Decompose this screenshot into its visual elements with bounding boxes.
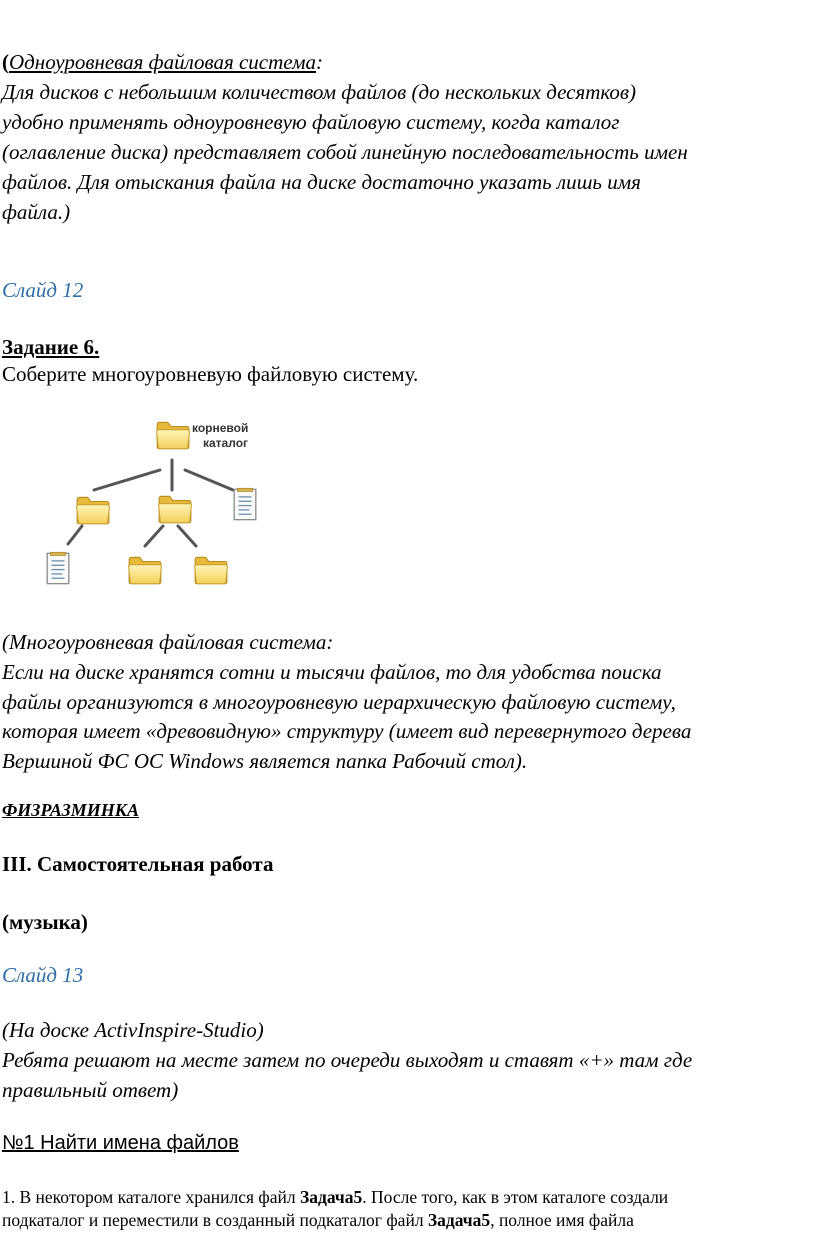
document-icon [234, 488, 256, 519]
para2-line: которая имеет «древовидную» структуру (имеет вид перевернутого дерева [2, 719, 692, 743]
para3-line: (На доске ActivInspire-Studio) [2, 1018, 264, 1042]
para3-line: Ребята решают на месте затем по очереди выходят и ставят «+» там где [2, 1048, 693, 1072]
section-3-heading: III. Самостоятельная работа [2, 852, 274, 876]
para1-line: файлов. Для отыскания файла на диске достаточно указать лишь имя [2, 170, 641, 194]
para1-line: файла.) [2, 200, 71, 224]
fizrazminka-heading: ФИЗРАЗМИНКА [2, 800, 140, 820]
para1-title: Одноуровневая файловая система [9, 50, 316, 74]
task6-text: Соберите многоуровневую файловую систему. [2, 362, 419, 386]
para3-line: правильный ответ) [2, 1078, 179, 1102]
para2-line: (Многоуровневая файловая система: [2, 630, 334, 654]
para1-line: Для дисков с небольшим количеством файлов (до нескольких десятков) [2, 80, 637, 104]
task1-heading: №1 Найти имена файлов [2, 1132, 239, 1154]
problem1-filename: Задача5 [300, 1187, 363, 1207]
folder-icon [159, 496, 192, 522]
para1-line: (оглавление диска) представляет собой линейную последовательность имен [2, 140, 688, 164]
para1-colon: : [315, 50, 323, 74]
para1-title-line [2, 50, 323, 75]
folder-icon [77, 497, 110, 523]
folder-icon [195, 557, 228, 583]
problem1-text: подкаталог и переместили в созданный подкаталог файл [2, 1210, 428, 1230]
problem1-line2 [2, 1210, 634, 1231]
slide-12-label: Слайд 12 [2, 278, 84, 302]
problem1-text: 1. В некотором каталоге хранился файл [2, 1187, 301, 1207]
folder-icon [129, 557, 162, 583]
para1-line: удобно применять одноуровневую файловую систему, когда каталог [2, 110, 620, 134]
file-tree-diagram [30, 408, 300, 598]
problem1-filename: Задача5 [427, 1210, 491, 1230]
document-icon [47, 552, 69, 583]
root-label-line1: корневой [192, 421, 249, 435]
para2-line: Если на диске хранятся сотни и тысячи файлов, то для удобства поиска [2, 660, 662, 684]
root-folder-icon [157, 422, 190, 448]
task6-heading: Задание 6. [2, 335, 100, 359]
para2-line: Вершиной ФС ОС Windows является папка Рабочий стол). [2, 749, 528, 773]
para2-line: файлы организуются в многоуровневую иерархическую файловую систему, [2, 690, 676, 714]
music-note: (музыка) [2, 910, 88, 934]
slide-13-label: Слайд 13 [2, 963, 84, 987]
open-paren: ( [2, 50, 9, 74]
problem1-text: . После того, как в этом каталоге создали [362, 1187, 669, 1207]
problem1-text: , полное имя файла [490, 1210, 634, 1230]
problem1-line1 [2, 1187, 668, 1208]
root-label-line2: каталог [203, 436, 249, 450]
